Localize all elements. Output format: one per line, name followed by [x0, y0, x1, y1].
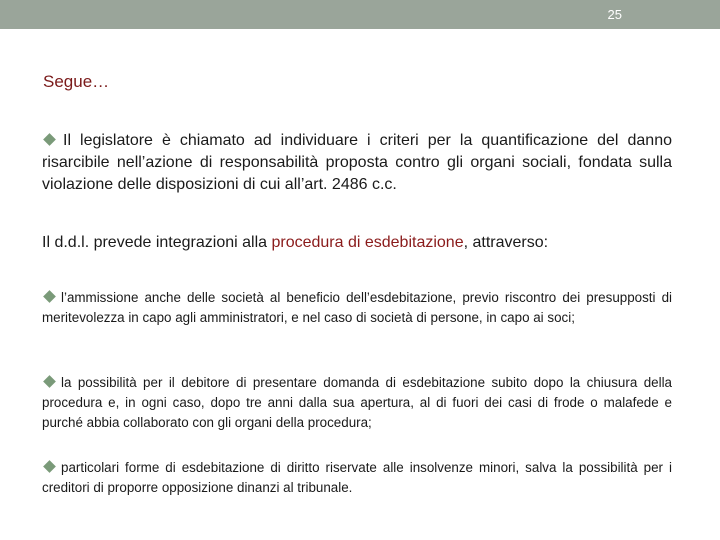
diamond-bullet-icon	[43, 460, 56, 473]
bullet-text: Il legislatore è chiamato ad individuare i criteri per la quantificazione del danno risarcibile nell’azione di responsabilità proposta contro gli organi sociali, fondata sulla violazione delle disposizioni di cui all’art. 2486 c.c.	[42, 132, 672, 193]
top-bar	[0, 0, 720, 29]
bullet-text: la possibilità per il debitore di presentare domanda di esdebitazione subito dopo la chiusura della procedura e, in ogni caso, dopo tre anni dalla sua apertura, al di fuori dei casi di frode o malafede e purché abbia collaborato con gli organi della procedura;	[42, 375, 672, 430]
bullet-text: particolari forme di esdebitazione di diritto riservate alle insolvenze minori, salva la possibilità per i creditori di proporre opposizione dinanzi al tribunale.	[42, 460, 672, 495]
intro-prefix: Il d.d.l. prevede integrazioni alla	[42, 234, 272, 251]
page-number: 25	[607, 7, 622, 22]
bullet-item-admission	[42, 288, 672, 328]
slide-heading: Segue…	[43, 72, 110, 91]
diamond-bullet-icon	[43, 375, 56, 388]
intro-line	[42, 232, 548, 254]
diamond-bullet-icon	[43, 290, 56, 303]
bullet-item-special-forms	[42, 458, 672, 498]
intro-suffix: , attraverso:	[463, 234, 549, 251]
intro-highlight: procedura di esdebitazione	[271, 234, 464, 251]
bullet-item-legislator	[42, 130, 672, 196]
bullet-item-possibility	[42, 373, 672, 433]
bullet-text: l’ammissione anche delle società al beneficio dell’esdebitazione, previo riscontro dei presupposti di meritevolezza in capo agli amministratori, e nel caso di società di persone, in capo ai soci;	[42, 290, 672, 325]
diamond-bullet-icon	[43, 133, 56, 146]
